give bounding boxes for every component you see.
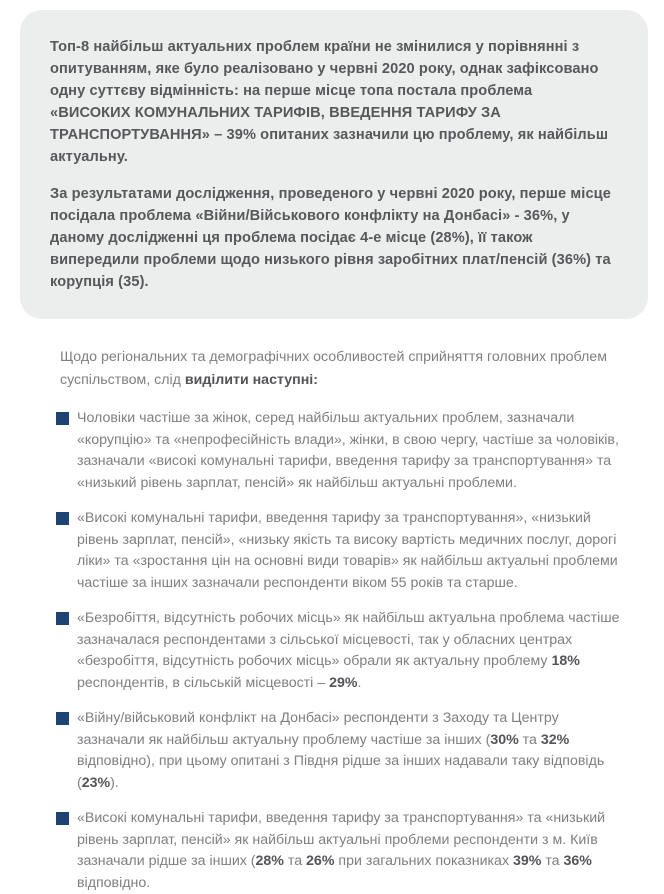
- findings-list: [56, 408, 630, 894]
- finding-text: «Високі комунальні тарифи, введення тарифу за транспортування», «низький рівень зарплат, пенсій», «низьку якість та високу вартість медичних послуг, дорогі ліки» та «зростання цін на основні види товарів» як найбільш актуальні проблеми частіше за інших зазначали респонденти віком 55 років та старше.: [77, 510, 618, 591]
- bullet-square-icon: [56, 612, 69, 625]
- finding-item-5: [56, 808, 630, 894]
- finding-text: відповідно), при цьому опитані з Півдня рідше за інших надавали таку відповідь (: [77, 753, 605, 791]
- finding-item-4: [56, 708, 630, 794]
- finding-text: та: [541, 853, 564, 869]
- intro-text: Щодо регіональних та демографічних особливостей сприйняття головних проблем суспільством, слід: [60, 349, 607, 388]
- finding-text: при загальних показниках: [334, 853, 513, 869]
- bullet-square-icon: [56, 412, 69, 425]
- finding-item-2: [56, 508, 630, 594]
- report-page: [0, 10, 664, 894]
- finding-item-3: [56, 608, 630, 694]
- finding-emphasis: 30%: [490, 731, 519, 748]
- finding-text: «Безробіття, відсутність робочих місць» як найбільш актуальна проблема частіше зазначалася респондентами з сільської місцевості, так у обласних центрах «безробіття, відсутність робочих місць» обрали як актуальну проблему: [77, 610, 620, 669]
- bullet-square-icon: [56, 712, 69, 725]
- summary-highlight-box: [20, 10, 648, 319]
- finding-emphasis: 23%: [81, 774, 111, 791]
- finding-emphasis: 39%: [512, 853, 542, 869]
- finding-text: відповідно.: [77, 874, 151, 891]
- bullet-square-icon: [56, 812, 69, 825]
- finding-emphasis: 32%: [540, 731, 570, 748]
- finding-emphasis: 26%: [306, 853, 335, 869]
- summary-paragraph-2: За результатами дослідження, проведеного у червні 2020 року, перше місце посідала проблема «Війни/Військового конфлікту на Донбасі» - 36%, у даному дослідженні ця проблема посідає 4-е місце (28%), її також випередили проблеми щодо низького рівня заробітних плат/пенсій (36%) та корупція (35).: [50, 186, 611, 290]
- finding-emphasis: 29%: [329, 674, 358, 691]
- finding-text: Чоловіки частіше за жінок, серед найбільш актуальних проблем, зазначали «корупцію» та «непрофесійність влади», жінки, в свою чергу, частіше за чоловіків, зазначали «високі комунальні тарифи, введення тарифу за транспортування» та «низький рівень зарплат, пенсій» як найбільш актуальні проблеми.: [77, 410, 619, 491]
- intro-paragraph: [60, 346, 626, 392]
- findings-section: [56, 346, 630, 894]
- finding-item-1: [56, 408, 630, 494]
- finding-text: «Високі комунальні тарифи, введення тарифу за транспортування» та «низький рівень зарплат, пенсій» як найбільш актуальні проблеми респонденти з м. Київ зазначали рідше за інших (: [77, 810, 606, 869]
- summary-paragraph-1: Топ-8 найбільш актуальних проблем країни не змінилися у порівнянні з опитуванням, яке було реалізовано у червні 2020 року, однак зафіксовано одну суттєву відмінність: на перше місце топа постала проблема «ВИСОКИХ КОМУНАЛЬНИХ ТАРИФІВ, ВВЕДЕННЯ ТАРИФУ ЗА ТРАНСПОРТУВАННЯ» – 39% опитаних зазначили цю проблему, як найбільш актуальну.: [50, 39, 609, 165]
- finding-emphasis: 28%: [255, 853, 284, 869]
- finding-text: та: [283, 853, 307, 869]
- finding-text: .: [357, 674, 362, 691]
- bullet-square-icon: [56, 512, 69, 525]
- finding-text: та: [518, 731, 541, 748]
- finding-emphasis: 36%: [563, 853, 592, 869]
- finding-text: «Війну/військовий конфлікт на Донбасі» респонденти з Заходу та Центру зазначали як найбільш актуальну проблему частіше за інших (: [77, 710, 559, 748]
- intro-emphasis: виділити наступні:: [184, 372, 318, 388]
- finding-text: ).: [110, 774, 119, 791]
- finding-emphasis: 18%: [551, 653, 580, 669]
- finding-text: респондентів, в сільській місцевості –: [77, 674, 330, 691]
